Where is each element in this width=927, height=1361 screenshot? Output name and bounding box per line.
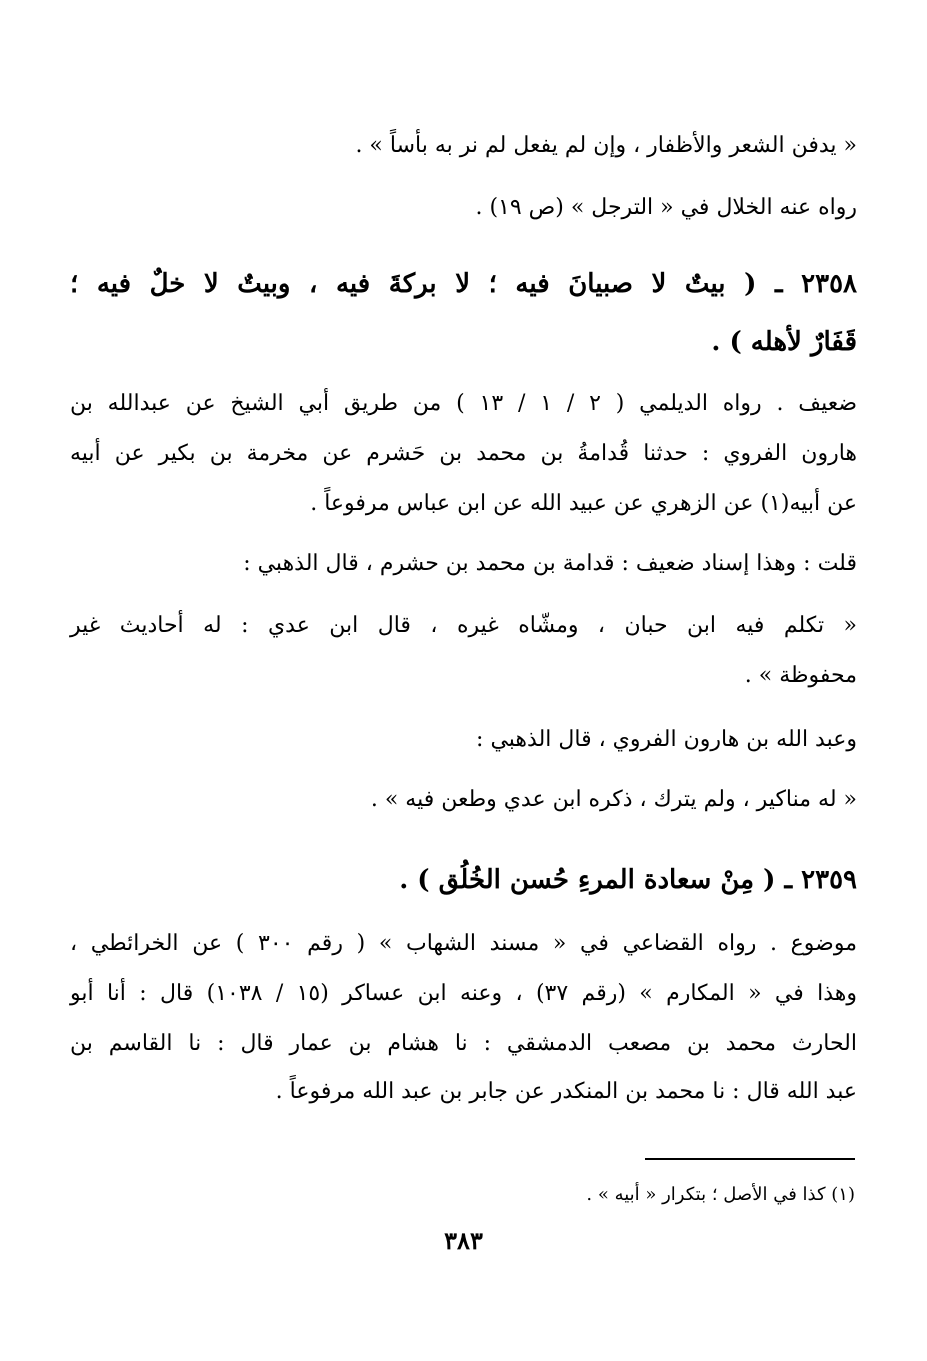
- hadith-2358-heading: ٢٣٥٨ ـ ( بيتٌ لا صبيانَ فيه ؛ لا بركةَ فيه ، وبيتٌ لا خلٌ فيه ؛: [70, 269, 857, 299]
- footnote: (١) كذا في الأصل ؛ بتكرار « أبيه » .: [586, 1184, 855, 1205]
- body-line: هارون الفروي : حدثنا قُدامةُ بن محمد بن حَشرم عن مخرمة بن بكير عن أبيه: [70, 441, 857, 466]
- quote-line: « تكلم فيه ابن حبان ، ومشّاه غيره ، قال ابن عدي : له أحاديث غير: [70, 613, 857, 638]
- body-line: عبد الله قال : نا محمد بن المنكدر عن جابر بن عبد الله مرفوعاً .: [275, 1079, 857, 1104]
- hadith-2359-heading: ٢٣٥٩ ـ ( مِنْ سعادة المرءِ حُسن الخُلُق ) .: [399, 865, 857, 895]
- body-line: موضوع . رواه القضاعي في « مسند الشهاب » ( رقم ٣٠٠ ) عن الخرائطي ،: [70, 931, 857, 956]
- hadith-2358-heading-cont: قَفَارٌ لأهله ) .: [711, 327, 857, 357]
- body-line: الحارث محمد بن مصعب الدمشقي : نا هشام بن عمار قال : نا القاسم بن: [70, 1031, 857, 1056]
- footnote-divider: [645, 1158, 855, 1160]
- body-line: قلت : وهذا إسناد ضعيف : قدامة بن محمد بن حشرم ، قال الذهبي :: [243, 551, 857, 576]
- body-line: وعبد الله بن هارون الفروي ، قال الذهبي :: [476, 727, 857, 752]
- body-line: عن أبيه(١) عن الزهري عن عبيد الله عن ابن عباس مرفوعاً .: [310, 491, 857, 516]
- source-line: رواه عنه الخلال في « الترجل » (ص ١٩) .: [475, 195, 857, 220]
- body-line: وهذا في « المكارم » (رقم ٣٧) ، وعنه ابن عساكر (١٥ / ١٠٣٨) قال : أنا أبو: [70, 981, 858, 1006]
- quote-line: « يدفن الشعر والأظفار ، وإن لم يفعل لم نر به بأساً » .: [355, 133, 857, 158]
- page-number: ٣٨٣: [444, 1226, 483, 1255]
- body-line: ضعيف . رواه الديلمي ( ٢ / ١ / ١٣ ) من طريق أبي الشيخ عن عبدالله بن: [70, 391, 857, 416]
- quote-line: محفوظة » .: [744, 663, 857, 688]
- quote-line: « له مناكير ، ولم يترك ، ذكره ابن عدي وطعن فيه » .: [370, 787, 857, 812]
